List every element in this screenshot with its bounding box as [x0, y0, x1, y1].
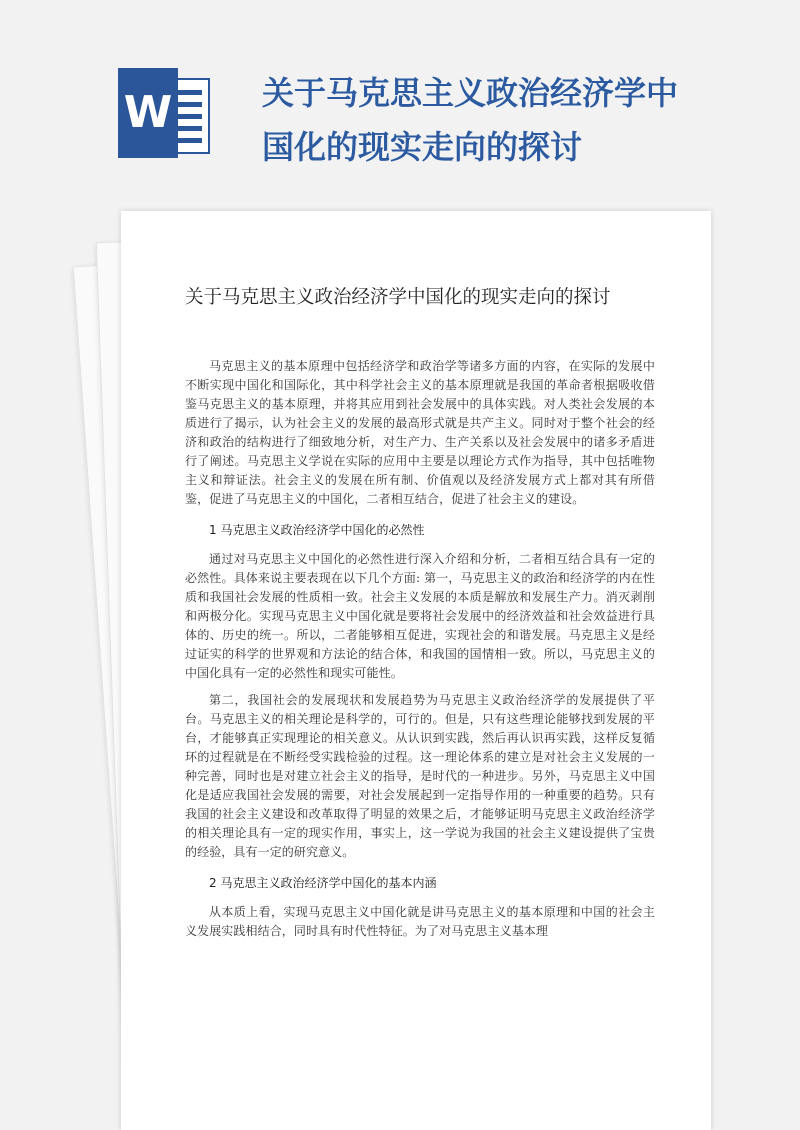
paragraph: 第二，我国社会的发展现状和发展趋势为马克思主义政治经济学的发展提供了平台。马克思主义的相关理论是科学的，可行的。但是，只有这些理论能够找到发展的平台，才能够真正实现理论的相关意义。从认识到实践，然后再认识再实践，这样反复循环的过程就是在不断经受实践检验的过程。这一理论体系的建立是对社会主义发展的一种完善，同时也是对建立社会主义的指导，是时代的一种进步。另外，马克思主义中国化是适应我国社会发展的需要，对社会发展起到一定指导作用的一种重要的趋势。只有我国的社会主义建设和改革取得了明显的效果之后，才能够证明马克思主义政治经济学的相关理论具有一定的现实作用，事实上，这一学说为我国的社会主义建设提供了宝贵的经验，具有一定的研究意义。 [185, 693, 655, 859]
section-heading: 2 马克思主义政治经济学中国化的基本内涵 [209, 876, 437, 890]
paragraph: 通过对马克思主义中国化的必然性进行深入介绍和分析，二者相互结合具有一定的必然性。具体来说主要表现在以下几个方面: 第一，马克思主义的政治和经济学的内在性质和我国社会发展的性质相一致。社会主义发展的本质是解放和发展生产力。消灭剥削和两极分化。实现马克思主义中国化就是要将社会发展中的经济效益和社会效益进行具体的、历史的统一。所以，二者能够相互促进，实现社会的和谐发展。马克思主义是经过证实的科学的世界观和方法论的结合体，和我国的国情相一致。所以，马克思主义的中国化具有一定的必然性和现实可能性。 [185, 552, 655, 680]
word-badge-icon: W [118, 68, 178, 158]
section-heading: 1 马克思主义政治经济学中国化的必然性 [209, 523, 425, 537]
document-body [185, 357, 655, 941]
document-page[interactable] [121, 211, 711, 1130]
header [0, 0, 800, 210]
document-title: 关于马克思主义政治经济学中国化的现实走向的探讨 [262, 74, 679, 166]
paragraph: 从本质上看，实现马克思主义中国化就是讲马克思主义的基本原理和中国的社会主义发展实践相结合，同时具有时代性特征。为了对马克思主义基本理 [185, 905, 655, 938]
paragraph-gap [185, 683, 655, 691]
page-heading: 关于马克思主义政治经济学中国化的现实走向的探讨 [185, 287, 611, 308]
paragraph: 马克思主义的基本原理中包括经济学和政治学等诸多方面的内容，在实际的发展中不断实现中国化和国际化，其中科学社会主义的基本原理就是我国的革命者根据吸收借鉴马克思主义的基本原理，并将其应用到社会发展中的具体实践。对人类社会发展的本质进行了揭示，认为社会主义的发展的最高形式就是共产主义。同时对于整个社会的经济和政治的结构进行了细致地分析，对生产力、生产关系以及社会发展中的诸多矛盾进行了阐述。马克思主义学说在实际的应用中主要是以理论方式作为指导，其中包括唯物主义和辩证法。社会主义的发展在所有制、价值观以及经济发展方式上都对其有所借鉴，促进了马克思主义的中国化，二者相互结合，促进了社会主义的建设。 [185, 359, 655, 506]
word-document-icon [118, 68, 212, 158]
